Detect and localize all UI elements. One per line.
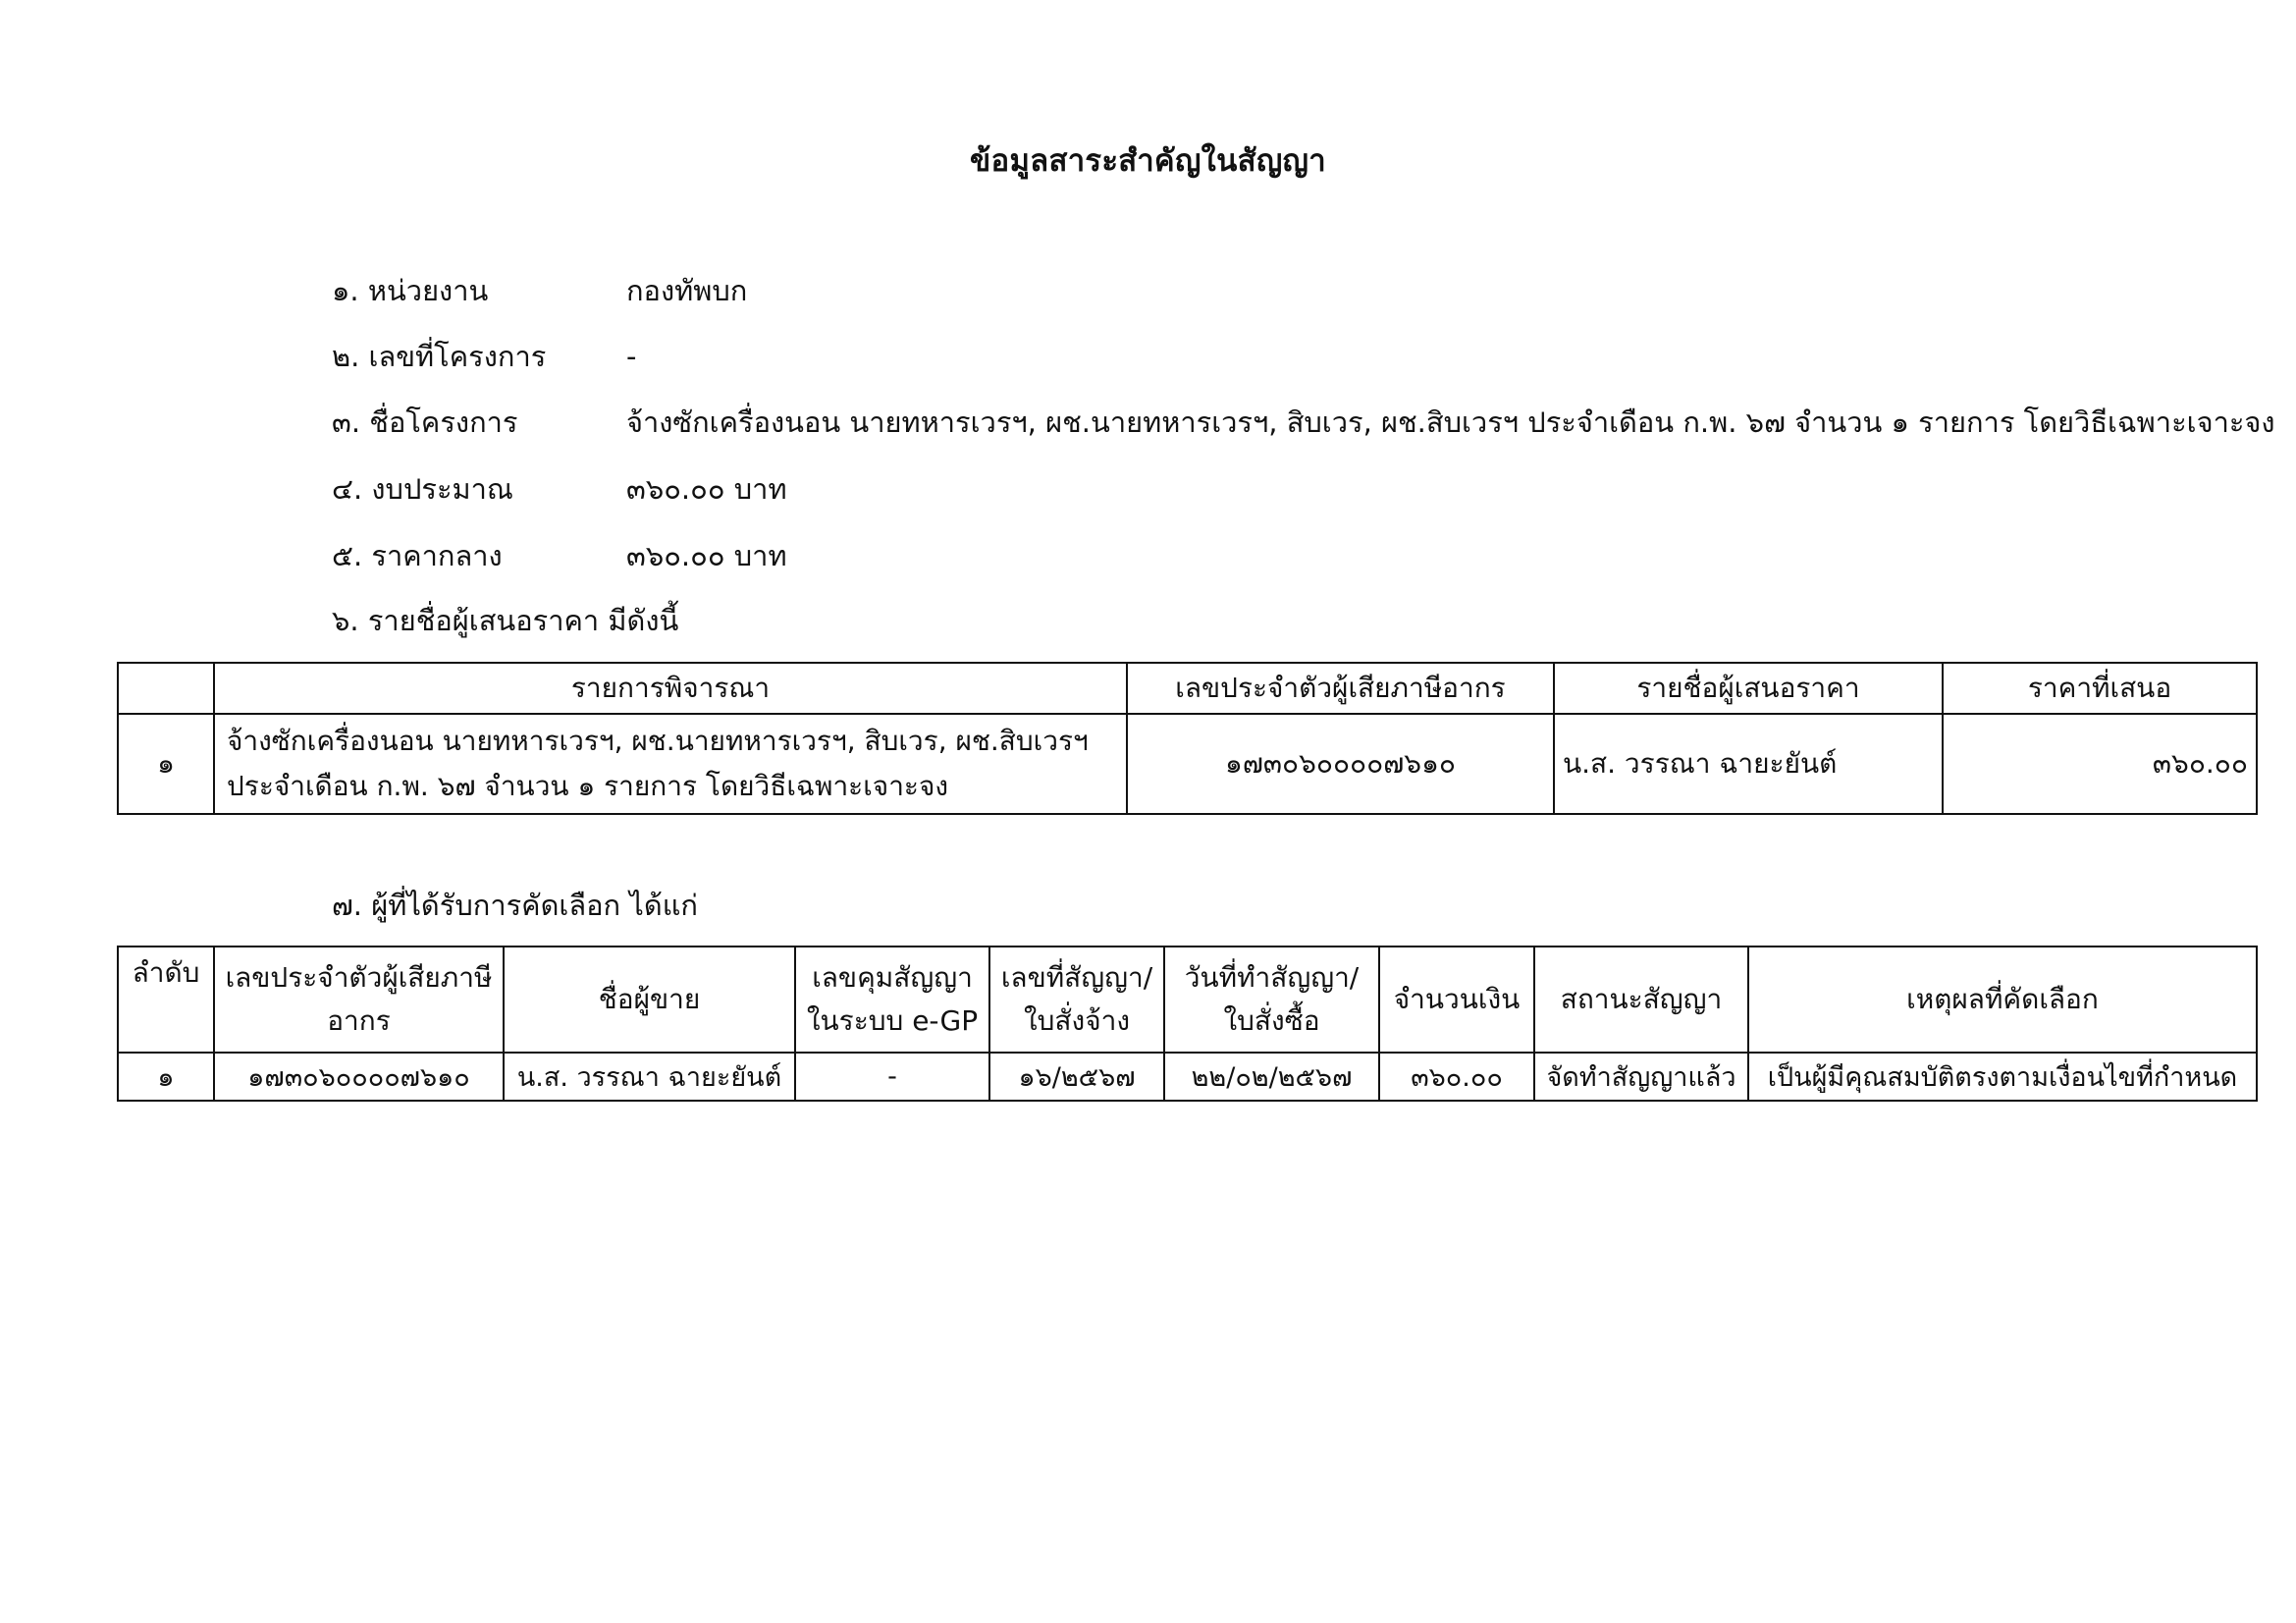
col-header-tax-id: เลขประจำตัวผู้เสียภาษีอากร	[214, 947, 504, 1053]
col-header-reason: เหตุผลที่คัดเลือก	[1748, 947, 2257, 1053]
col-header-tax-id: เลขประจำตัวผู้เสียภาษีอากร	[1127, 663, 1554, 714]
selected-section-label: ๗. ผู้ที่ได้รับการคัดเลือก ได้แก่	[332, 889, 698, 922]
cell-description: จ้างซักเครื่องนอน นายทหารเวรฯ, ผช.นายทหารเวรฯ, สิบเวร, ผช.สิบเวรฯ ประจำเดือน ก.พ. ๖๗ จำนวน ๑ รายการ โดยวิธีเฉพาะเจาะจง	[214, 714, 1127, 814]
bidders-table	[117, 662, 2258, 815]
info-label-budget: ๔. งบประมาณ	[332, 472, 513, 506]
cell-contract-date: ๒๒/๐๒/๒๕๖๗	[1164, 1053, 1379, 1101]
info-label-agency: ๑. หน่วยงาน	[332, 274, 489, 307]
col-header-item: รายการพิจารณา	[214, 663, 1127, 714]
info-label-median-price: ๕. ราคากลาง	[332, 539, 503, 572]
info-label-project-name: ๓. ชื่อโครงการ	[332, 406, 518, 439]
col-header-blank	[118, 663, 214, 714]
col-header-egp-no: เลขคุมสัญญาในระบบ e-GP	[795, 947, 989, 1053]
col-header-order: ลำดับ	[118, 947, 214, 1053]
info-value-agency: กองทัพบก	[626, 274, 748, 307]
info-label-project-no: ๒. เลขที่โครงการ	[332, 340, 547, 373]
info-value-project-no: -	[626, 340, 637, 373]
cell-status: จัดทำสัญญาแล้ว	[1534, 1053, 1748, 1101]
cell-offer-price: ๓๖๐.๐๐	[1943, 714, 2257, 814]
cell-no: ๑	[118, 714, 214, 814]
col-header-offer-price: ราคาที่เสนอ	[1943, 663, 2257, 714]
cell-no: ๑	[118, 1053, 214, 1101]
info-value-median-price: ๓๖๐.๐๐ บาท	[626, 539, 787, 572]
col-header-contract-no: เลขที่สัญญา/ใบสั่งจ้าง	[989, 947, 1164, 1053]
cell-tax-id: ๑๗๓๐๖๐๐๐๐๗๖๑๐	[214, 1053, 504, 1101]
col-header-status: สถานะสัญญา	[1534, 947, 1748, 1053]
selected-table	[117, 946, 2258, 1102]
table-header-row	[118, 947, 2257, 1053]
info-value-budget: ๓๖๐.๐๐ บาท	[626, 472, 787, 506]
page-title: ข้อมูลสาระสำคัญในสัญญา	[970, 143, 1326, 179]
table-row	[118, 1053, 2257, 1101]
cell-bidder-name: น.ส. วรรณา ฉายะยันต์	[1554, 714, 1943, 814]
bidders-section-label: ๖. รายชื่อผู้เสนอราคา มีดังนี้	[332, 604, 679, 637]
table-header-row	[118, 663, 2257, 714]
cell-tax-id: ๑๗๓๐๖๐๐๐๐๗๖๑๐	[1127, 714, 1554, 814]
cell-egp-no: -	[795, 1053, 989, 1101]
cell-seller: น.ส. วรรณา ฉายะยันต์	[504, 1053, 795, 1101]
cell-contract-no: ๑๖/๒๕๖๗	[989, 1053, 1164, 1101]
col-header-amount: จำนวนเงิน	[1379, 947, 1534, 1053]
col-header-contract-date: วันที่ทำสัญญา/ใบสั่งซื้อ	[1164, 947, 1379, 1053]
cell-amount: ๓๖๐.๐๐	[1379, 1053, 1534, 1101]
table-row	[118, 714, 2257, 814]
col-header-bidder-name: รายชื่อผู้เสนอราคา	[1554, 663, 1943, 714]
cell-reason: เป็นผู้มีคุณสมบัติตรงตามเงื่อนไขที่กำหนด	[1748, 1053, 2257, 1101]
col-header-seller: ชื่อผู้ขาย	[504, 947, 795, 1053]
info-value-project-name: จ้างซักเครื่องนอน นายทหารเวรฯ, ผช.นายทหารเวรฯ, สิบเวร, ผช.สิบเวรฯ ประจำเดือน ก.พ. ๖๗ จำนวน ๑ รายการ โดยวิธีเฉพาะเจาะจง	[626, 406, 2275, 439]
